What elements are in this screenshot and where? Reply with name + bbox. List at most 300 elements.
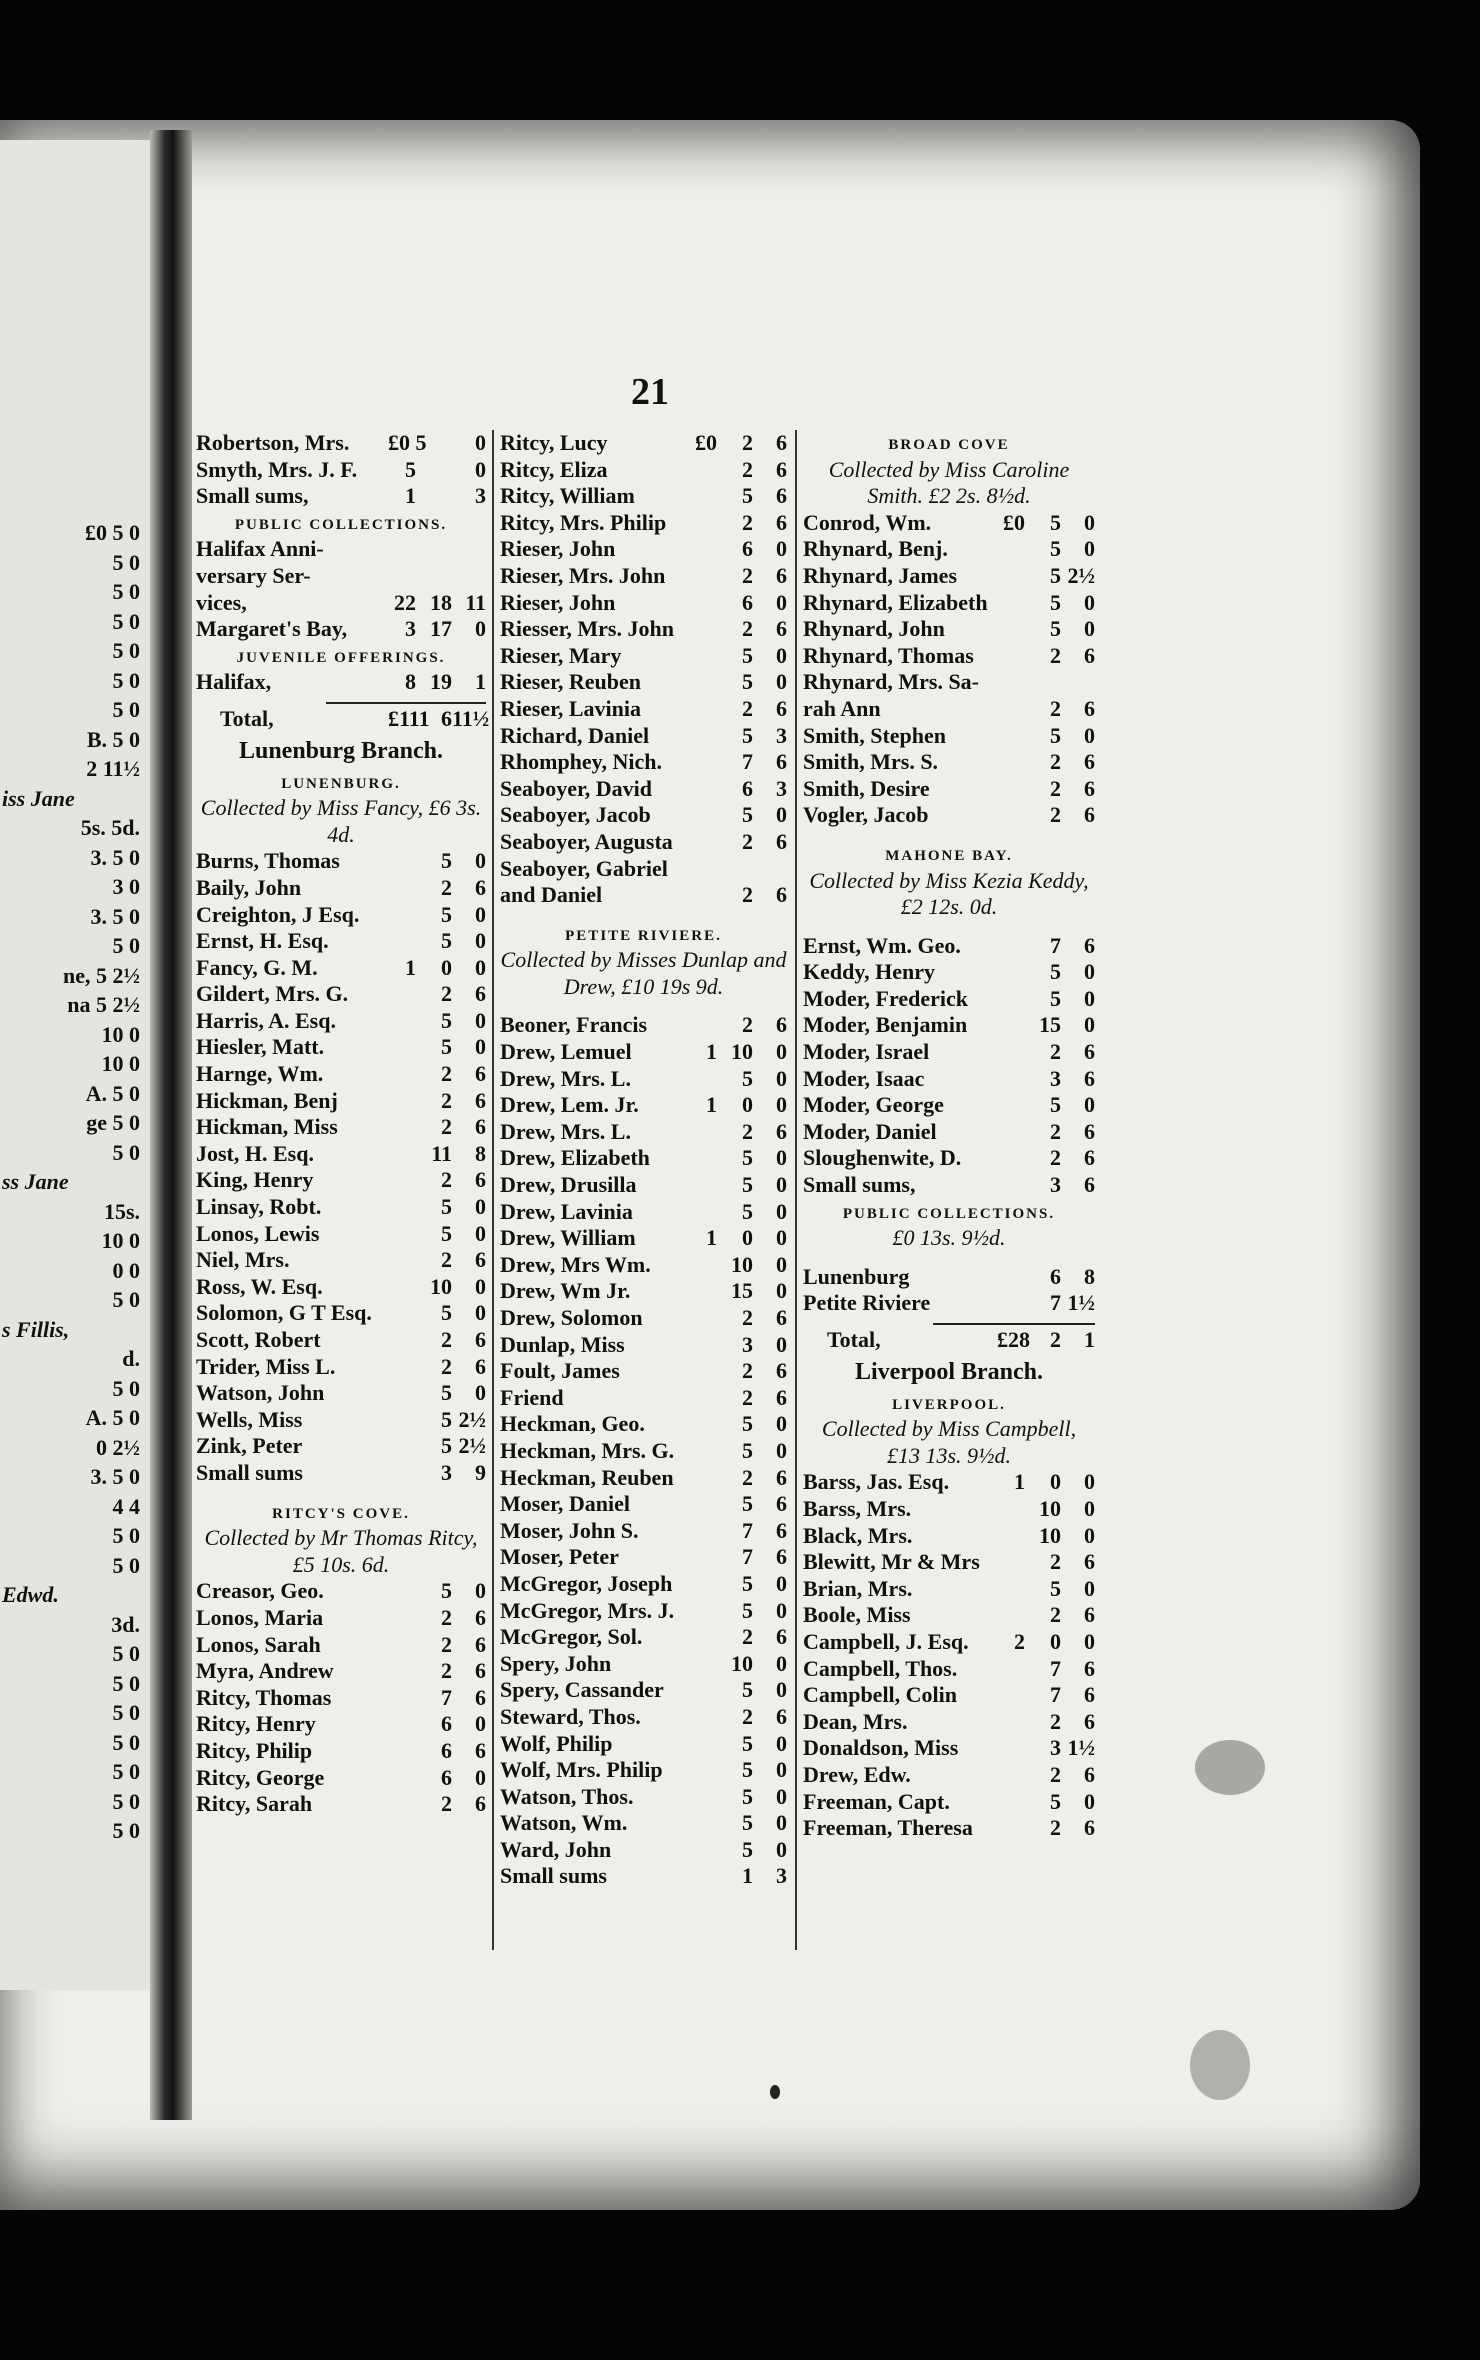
ledger-row (803, 563, 1095, 590)
donor-name: Small sums, (196, 483, 309, 509)
donor-name: Rieser, Mary (500, 642, 622, 668)
donor-name: Drew, Edw. (803, 1761, 911, 1787)
amount-pence: 6 (776, 1544, 787, 1570)
donor-name: rah Ann (803, 695, 881, 721)
amount-pence: 0 (776, 1597, 787, 1623)
previous-page-fragment: d. (122, 1346, 140, 1371)
ledger-row (196, 902, 486, 929)
amount-shillings: 5 (1050, 959, 1061, 985)
donor-name: Drew, Lemuel (500, 1039, 632, 1065)
ledger-row (803, 1682, 1095, 1709)
ledger-row (803, 1496, 1095, 1523)
section-heading: LIVERPOOL. (892, 1396, 1006, 1413)
amount-pence: 0 (776, 642, 787, 668)
amount-pounds: 1 (1014, 1469, 1025, 1495)
ledger-row (196, 1327, 486, 1354)
amount-shillings: 7 (441, 1684, 452, 1710)
donor-name: Zink, Peter (196, 1433, 303, 1459)
ledger-row (803, 933, 1095, 960)
amount-pence: 0 (475, 1578, 486, 1604)
previous-page-fragment: 3. 5 0 (90, 844, 140, 870)
ledger-row (803, 1039, 1095, 1066)
amount-shillings: 2 (441, 1087, 452, 1113)
donor-name: Drew, Mrs. L. (500, 1118, 631, 1144)
donor-name: Sloughenwite, D. (803, 1145, 962, 1171)
ledger-row (500, 749, 787, 776)
branch-heading: Liverpool Branch. (854, 1358, 1043, 1385)
previous-page-fragment: 5 0 (112, 1700, 140, 1725)
amount-pence: 6 (475, 1353, 486, 1379)
amount-pounds: £0 (695, 430, 717, 455)
amount-pence: 0 (776, 1836, 787, 1862)
amount-shillings: 6 (742, 536, 753, 562)
amount-pence: 0 (776, 1810, 787, 1836)
ledger-row (803, 1145, 1095, 1172)
amount-pence: 0 (475, 901, 486, 927)
amount-pence: 6 (776, 1358, 787, 1384)
ledger-row (196, 1738, 486, 1765)
ledger-row (803, 643, 1095, 670)
amount-shillings: 6 (441, 1737, 452, 1763)
ledger-row (500, 430, 787, 457)
donor-name: Beoner, Francis (500, 1012, 648, 1038)
amount-pence: 0 (475, 1194, 486, 1220)
amount-shillings: 2 (742, 616, 753, 642)
donor-name: Ritcy, Mrs. Philip (500, 509, 667, 535)
ledger-row (803, 749, 1095, 776)
amount-shillings: 5 (441, 848, 452, 874)
ledger-row (500, 1571, 787, 1598)
amount-shillings: 2 (1050, 749, 1061, 775)
donor-name: Friend (500, 1384, 564, 1410)
amount-pence: 1 (1084, 1327, 1095, 1352)
amount-pence: 6 (1084, 1039, 1095, 1065)
amount-shillings: 5 (742, 1145, 753, 1171)
donor-name: Hickman, Miss (196, 1114, 338, 1140)
ledger-row (196, 1114, 486, 1141)
ledger-row (196, 1578, 486, 1605)
ledger-row (196, 1354, 486, 1381)
ledger-row (196, 536, 486, 563)
amount-pence: 6 (776, 509, 787, 535)
amount-shillings: 3 (1050, 1065, 1061, 1091)
amount-pounds: £28 (997, 1327, 1030, 1352)
donor-name: Seaboyer, Jacob (500, 802, 651, 828)
ledger-row (500, 1066, 787, 1093)
donor-name: Donaldson, Miss (803, 1735, 959, 1761)
amount-pence: 0 (776, 1757, 787, 1783)
donor-name: Rhynard, John (803, 616, 945, 642)
ink-blot (1195, 1740, 1265, 1795)
amount-pence: 0 (776, 1145, 787, 1171)
amount-shillings: 5 (1050, 1092, 1061, 1118)
donor-name: Smith, Stephen (803, 722, 947, 748)
amount-pence: 3 (776, 722, 787, 748)
amount-pence: 0 (776, 1251, 787, 1277)
donor-name: and Daniel (500, 882, 603, 908)
amount-shillings: 2 (742, 456, 753, 482)
ledger-row (803, 1735, 1095, 1762)
amount-pence: 6 (475, 1631, 486, 1657)
ledger-row (500, 1092, 787, 1119)
donor-name: Heckman, Geo. (500, 1411, 645, 1437)
amount-shillings: 3 (1050, 1172, 1061, 1198)
amount-pence: 0 (776, 1198, 787, 1224)
amount-shillings: 3 (742, 1331, 753, 1357)
amount-shillings: 10 (731, 1039, 753, 1065)
donor-name: Rhynard, James (803, 562, 958, 588)
amount-shillings: 10 (731, 1650, 753, 1676)
amount-shillings: 10 (1039, 1522, 1061, 1548)
amount-pence: 11 (465, 589, 486, 615)
ledger-column-2 (492, 430, 787, 1950)
ledger-row (500, 776, 787, 803)
donor-name: Hiesler, Matt. (196, 1034, 325, 1060)
total-row (803, 1327, 1095, 1354)
donor-name: Smith, Desire (803, 775, 930, 801)
amount-pence: 2½ (458, 1433, 486, 1459)
donor-name: Solomon, G T Esq. (196, 1300, 372, 1326)
ledger-row (500, 1465, 787, 1492)
amount-pence: 6 (475, 874, 486, 900)
amount-shillings: 5 (742, 483, 753, 509)
amount-shillings: 2 (742, 1464, 753, 1490)
amount-pence: 6 (1084, 1549, 1095, 1575)
donor-name: Spery, Cassander (500, 1677, 664, 1703)
amount-shillings: 3 (1050, 1735, 1061, 1761)
ledger-row (196, 563, 486, 590)
amount-shillings: 2 (1050, 695, 1061, 721)
previous-page-fragment: 5 0 (112, 638, 140, 663)
donor-name: Creasor, Geo. (196, 1578, 324, 1604)
amount-shillings: 6 (742, 589, 753, 615)
amount-pence: 0 (1084, 1012, 1095, 1038)
amount-shillings: 6 (441, 1711, 452, 1737)
previous-page-fragment: 5 0 (112, 1139, 140, 1165)
ledger-row (500, 802, 787, 829)
amount-pence: 6 (1084, 1065, 1095, 1091)
amount-shillings: 15 (731, 1278, 753, 1304)
section-heading: BROAD COVE (888, 437, 1010, 453)
donor-name: Smyth, Mrs. J. F. (196, 456, 358, 482)
amount-pounds: 8 (405, 669, 416, 695)
amount-pence: 0 (475, 954, 486, 980)
amount-shillings: 2 (1050, 1327, 1061, 1352)
amount-pence: 0 (1084, 1788, 1095, 1814)
amount-shillings: 5 (441, 901, 452, 927)
amount-pence: 6 (1084, 1815, 1095, 1841)
donor-name: Rhomphey, Nich. (500, 749, 662, 775)
amount-pence: 1½ (1067, 1290, 1095, 1316)
amount-pence: 6 (776, 1464, 787, 1490)
amount-pence: 0 (475, 848, 486, 874)
amount-shillings: 7 (742, 1544, 753, 1570)
donor-name: Rhynard, Mrs. Sa- (803, 669, 980, 695)
donor-name: Drew, Mrs. L. (500, 1065, 631, 1091)
amount-pence: 6 (776, 616, 787, 642)
ink-speck (770, 2085, 780, 2099)
amount-shillings: 0 (742, 1225, 753, 1251)
ledger-row (196, 430, 486, 457)
previous-page-fragment: 5 0 (112, 1523, 140, 1548)
amount-shillings: 5 (441, 1433, 452, 1459)
ledger-row (803, 986, 1095, 1013)
amount-pence: 3 (475, 483, 486, 509)
donor-name: Lonos, Lewis (196, 1220, 320, 1246)
donor-name: Margaret's Bay, (196, 616, 348, 642)
ledger-row (803, 1656, 1095, 1683)
ledger-row (803, 1172, 1095, 1199)
donor-name: Drew, Elizabeth (500, 1145, 650, 1171)
amount-pence: 6 (1084, 695, 1095, 721)
donor-name: Seaboyer, David (500, 775, 652, 801)
amount-pence: 6 (776, 1517, 787, 1543)
amount-pence: 0 (475, 1273, 486, 1299)
donor-name: Brian, Mrs. (803, 1575, 913, 1601)
amount-pence: 0 (776, 1172, 787, 1198)
donor-name: Drew, Lem. Jr. (500, 1092, 639, 1118)
amount-shillings: 5 (742, 1677, 753, 1703)
previous-page-fragment: 5 0 (112, 697, 140, 722)
amount-shillings: 2 (742, 882, 753, 908)
previous-page-fragment: 5 0 (112, 1818, 140, 1843)
amount-pounds: 1 (706, 1225, 717, 1251)
ledger-row (500, 1332, 787, 1359)
previous-page-fragment: 3d. (111, 1611, 140, 1637)
ledger-row (803, 1012, 1095, 1039)
previous-page-fragment: 5 0 (112, 1759, 140, 1784)
amount-pence: 0 (1084, 1495, 1095, 1521)
amount-shillings: 5 (441, 1578, 452, 1604)
section-heading: PUBLIC COLLECTIONS. (842, 1205, 1056, 1222)
amount-pence: 0 (1084, 985, 1095, 1011)
ledger-row (500, 1358, 787, 1385)
amount-shillings: 2 (1050, 1815, 1061, 1841)
donor-name: Robertson, Mrs. (196, 430, 350, 455)
ledger-row (500, 1624, 787, 1651)
ledger-row (196, 955, 486, 982)
amount-shillings: 5 (441, 928, 452, 954)
ledger-row (500, 669, 787, 696)
amount-shillings: 2 (1050, 1708, 1061, 1734)
ledger-row (803, 1709, 1095, 1736)
amount-pence: 6 (1084, 775, 1095, 801)
amount-shillings: 2 (441, 1061, 452, 1087)
ledger-row (196, 1632, 486, 1659)
previous-page-fragment: 4 4 (112, 1493, 140, 1519)
previous-page-fragment: s Fillis, (2, 1316, 70, 1342)
amount-shillings: 2 (742, 509, 753, 535)
amount-shillings: 5 (1050, 616, 1061, 642)
donor-name: Fancy, G. M. (196, 954, 318, 980)
donor-name: Ritcy, Philip (196, 1737, 313, 1763)
amount-pence: 0 (1084, 589, 1095, 615)
amount-shillings: 5 (742, 1198, 753, 1224)
donor-name: Heckman, Mrs. G. (500, 1437, 675, 1463)
amount-pounds: 5 (405, 456, 416, 482)
ledger-row (500, 856, 787, 883)
amount-shillings: 5 (742, 1065, 753, 1091)
ledger-row (803, 590, 1095, 617)
amount-pence: 2½ (1067, 562, 1095, 588)
previous-page-fragment: ne, 5 2½ (63, 962, 140, 988)
ledger-row (803, 536, 1095, 563)
amount-shillings: 2 (441, 1631, 452, 1657)
amount-pence: 0 (475, 1300, 486, 1326)
amount-pence: 0 (475, 1007, 486, 1033)
amount-pence: 6 (1084, 1145, 1095, 1171)
donor-name: Niel, Mrs. (196, 1247, 290, 1273)
amount-shillings: 0 (742, 1092, 753, 1118)
amount-pence: 6 (475, 1247, 486, 1273)
previous-page-fragment: na 5 2½ (67, 992, 140, 1017)
book-gutter (150, 130, 192, 2120)
amount-shillings: 2 (441, 1167, 452, 1193)
donor-name: Moder, George (803, 1092, 944, 1118)
ledger-row (196, 1433, 486, 1460)
ledger-row (803, 669, 1095, 696)
donor-name: Hickman, Benj (196, 1087, 338, 1113)
amount-pence: 1 (475, 669, 486, 695)
donor-name: Seaboyer, Augusta (500, 828, 673, 854)
ledger-row (196, 669, 486, 696)
amount-pence: 0 (776, 1039, 787, 1065)
donor-name: Richard, Daniel (500, 722, 650, 748)
section-heading: PUBLIC COLLECTIONS. (234, 516, 448, 533)
amount-pence: 6 (776, 1384, 787, 1410)
amount-pence: 6 (1084, 1118, 1095, 1144)
amount-shillings: 0 (1050, 1628, 1061, 1654)
amount-pounds: £111 (388, 705, 430, 731)
donor-name: Rhynard, Thomas (803, 642, 974, 668)
total-rule (933, 1323, 1095, 1325)
donor-name: Baily, John (196, 874, 302, 900)
ledger-row (500, 1863, 787, 1890)
ledger-row (500, 1385, 787, 1412)
donor-name: Lonos, Sarah (196, 1631, 321, 1657)
amount-shillings: 0 (441, 954, 452, 980)
donor-name: Burns, Thomas (196, 848, 340, 874)
ledger-row (196, 590, 486, 617)
amount-shillings: 2 (742, 695, 753, 721)
amount-pence: 0 (1084, 722, 1095, 748)
donor-name: Gildert, Mrs. G. (196, 981, 349, 1007)
amount-pence: 1½ (1067, 1735, 1095, 1761)
donor-name: Steward, Thos. (500, 1703, 641, 1729)
amount-pence: 0 (776, 1570, 787, 1596)
ledger-row (196, 1407, 486, 1434)
amount-pence: 0 (475, 456, 486, 482)
donor-name: Harris, A. Esq. (196, 1007, 336, 1033)
amount-shillings: 2 (441, 1604, 452, 1630)
amount-pence: 6 (776, 430, 787, 455)
donor-name: Linsay, Robt. (196, 1194, 322, 1220)
donor-name: Ross, W. Esq. (196, 1273, 323, 1299)
amount-pence: 3 (776, 1863, 787, 1889)
amount-shillings: 6 (1050, 1263, 1061, 1289)
donor-name: Scott, Robert (196, 1327, 321, 1352)
donor-name: Ritcy, Lucy (500, 430, 608, 455)
ledger-row (500, 1172, 787, 1199)
amount-shillings: 1 (742, 1863, 753, 1889)
amount-pence: 6 (475, 1167, 486, 1193)
donor-name: Rhynard, Elizabeth (803, 589, 988, 615)
amount-shillings: 2 (1050, 642, 1061, 668)
ledger-row (803, 776, 1095, 803)
donor-name: Trider, Miss L. (196, 1353, 336, 1379)
amount-shillings: 5 (742, 1730, 753, 1756)
amount-shillings: 10 (430, 1273, 452, 1299)
amount-pence: 0 (475, 616, 486, 642)
amount-shillings: 2 (441, 1353, 452, 1379)
amount-pence: 6 (1084, 932, 1095, 958)
amount-pence: 6 (776, 749, 787, 775)
amount-pence: 6 (776, 1624, 787, 1650)
ledger-row (196, 848, 486, 875)
amount-pence: 0 (776, 1677, 787, 1703)
previous-page-fragment: 3 0 (112, 874, 140, 899)
amount-shillings: 5 (742, 1491, 753, 1517)
donor-name: Moder, Daniel (803, 1118, 937, 1144)
amount-shillings: 17 (430, 616, 452, 642)
ledger-row (803, 510, 1095, 537)
amount-shillings: 5 (1050, 562, 1061, 588)
ledger-row (196, 1008, 486, 1035)
amount-shillings: 19 (430, 669, 452, 695)
donor-name: Boole, Miss (803, 1602, 911, 1628)
donor-name: Ritcy, Eliza (500, 456, 608, 482)
amount-pence: 0 (1084, 616, 1095, 642)
donor-name: Watson, Wm. (500, 1810, 628, 1836)
previous-page-fragment: iss Jane (2, 785, 75, 811)
ledger-row (196, 1061, 486, 1088)
amount-pence: 0 (776, 1437, 787, 1463)
donor-name: Barss, Jas. Esq. (803, 1469, 950, 1495)
amount-pounds: 1 (405, 954, 416, 980)
ledger-row (500, 1810, 787, 1837)
amount-shillings: 5 (742, 1757, 753, 1783)
donor-name: Dunlap, Miss (500, 1331, 625, 1357)
amount-shillings: 2 (441, 1247, 452, 1273)
previous-page-fragment: A. 5 0 (85, 1080, 140, 1106)
amount-shillings: 2 (1050, 1145, 1061, 1171)
ledger-row (803, 1762, 1095, 1789)
section-heading: LUNENBURG. (281, 775, 401, 792)
amount-pounds: 1 (706, 1092, 717, 1118)
collector-line: Collected by Mr Thomas Ritcy, £5 10s. 6d. (204, 1525, 478, 1577)
donor-name: Harnge, Wm. (196, 1061, 324, 1087)
amount-shillings: 2 (1050, 775, 1061, 801)
amount-pence: 0 (1084, 1628, 1095, 1654)
donor-name: Seaboyer, Gabriel (500, 855, 668, 881)
donor-name: Moder, Israel (803, 1039, 930, 1065)
donor-name: Campbell, Colin (803, 1682, 958, 1708)
amount-pence: 0 (776, 669, 787, 695)
ledger-row (196, 1685, 486, 1712)
amount-shillings: 5 (441, 1406, 452, 1432)
amount-pence: 0 (1084, 1522, 1095, 1548)
spacer (500, 909, 787, 921)
ledger-row (500, 483, 787, 510)
page-number: 21 (631, 371, 669, 413)
section-heading: JUVENILE OFFERINGS. (236, 649, 446, 666)
donor-name: Wolf, Mrs. Philip (500, 1757, 663, 1783)
ledger-row (803, 802, 1095, 829)
amount-pence: 0 (776, 802, 787, 828)
ledger-row (803, 1264, 1095, 1291)
donor-name: Halifax Anni- (196, 536, 324, 562)
amount-shillings: 7 (1050, 1682, 1061, 1708)
